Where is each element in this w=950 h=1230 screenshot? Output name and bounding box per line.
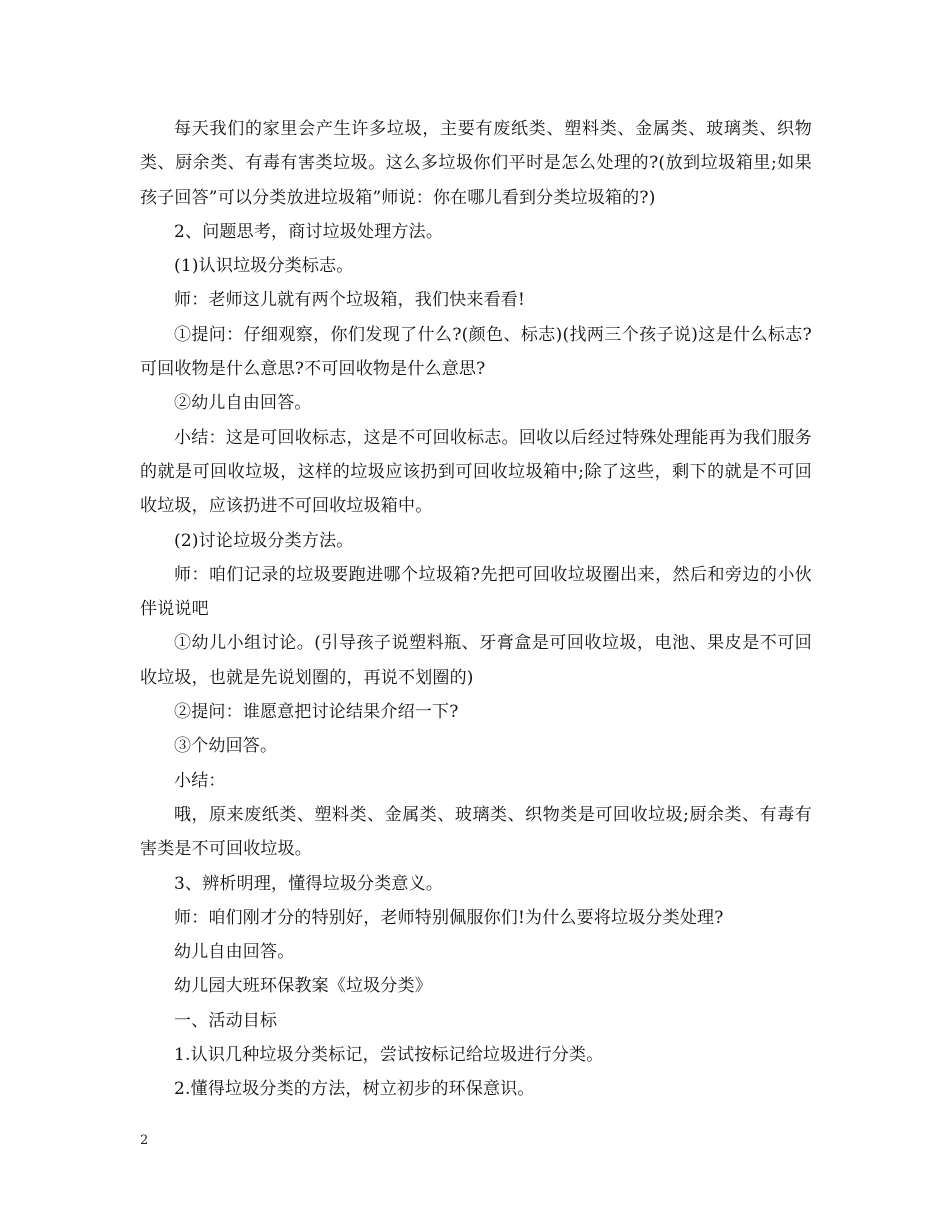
document-body [140,112,812,1107]
paragraph: 小结：这是可回收标志，这是不可回收标志。回收以后经过特殊处理能再为我们服务的就是可回收垃圾，这样的垃圾应该扔到可回收垃圾箱中;除了这些，剩下的就是不可回收垃圾，应该扔进不可回收垃圾箱中。 [140,427,812,517]
paragraph: 师：老师这儿就有两个垃圾箱，我们快来看看! [174,290,526,311]
paragraph: 2、问题思考，商讨垃圾处理方法。 [174,221,444,242]
paragraph: ①提问：仔细观察，你们发现了什么?(颜色、标志)(找两三个孩子说)这是什么标志?可回收物是什么意思?不可回收物是什么意思? [140,324,812,380]
paragraph: 哦，原来废纸类、塑料类、金属类、玻璃类、织物类是可回收垃圾;厨余类、有毒有害类是不可回收垃圾。 [140,804,812,860]
paragraph: 1.认识几种垃圾分类标记，尝试按标记给垃圾进行分类。 [174,1045,604,1066]
paragraph: (2)讨论垃圾分类方法。 [174,530,354,551]
paragraph: ③个幼回答。 [174,736,278,757]
paragraph: ①幼儿小组讨论。(引导孩子说塑料瓶、牙膏盒是可回收垃圾，电池、果皮是不可回收垃圾，也就是先说划圈的，再说不划圈的) [140,633,812,688]
paragraph: 每天我们的家里会产生许多垃圾，主要有废纸类、塑料类、金属类、玻璃类、织物类、厨余类、有毒有害类垃圾。这么多垃圾你们平时是怎么处理的?(放到垃圾箱里;如果孩子回答”可以分类放进垃圾箱”师说：你在哪儿看到分类垃圾箱的?) [140,119,812,208]
page-number: 2 [140,1133,149,1148]
paragraph: 师：咱们记录的垃圾要跑进哪个垃圾箱?先把可回收垃圾圈出来，然后和旁边的小伙伴说说吧 [140,564,812,620]
paragraph: 一、活动目标 [174,1010,278,1031]
paragraph: 2.懂得垃圾分类的方法，树立初步的环保意识。 [174,1079,535,1100]
paragraph: 师：咱们刚才分的特别好，老师特别佩服你们!为什么要将垃圾分类处理? [174,907,724,928]
paragraph: 幼儿园大班环保教案《垃圾分类》 [174,976,432,997]
paragraph: 3、辨析明理，懂得垃圾分类意义。 [174,873,444,894]
paragraph: 幼儿自由回答。 [174,942,295,963]
paragraph: (1)认识垃圾分类标志。 [174,256,354,277]
paragraph: ②提问：谁愿意把讨论结果介绍一下? [174,702,459,723]
paragraph: ②幼儿自由回答。 [174,393,312,414]
paragraph: 小结： [174,770,226,791]
